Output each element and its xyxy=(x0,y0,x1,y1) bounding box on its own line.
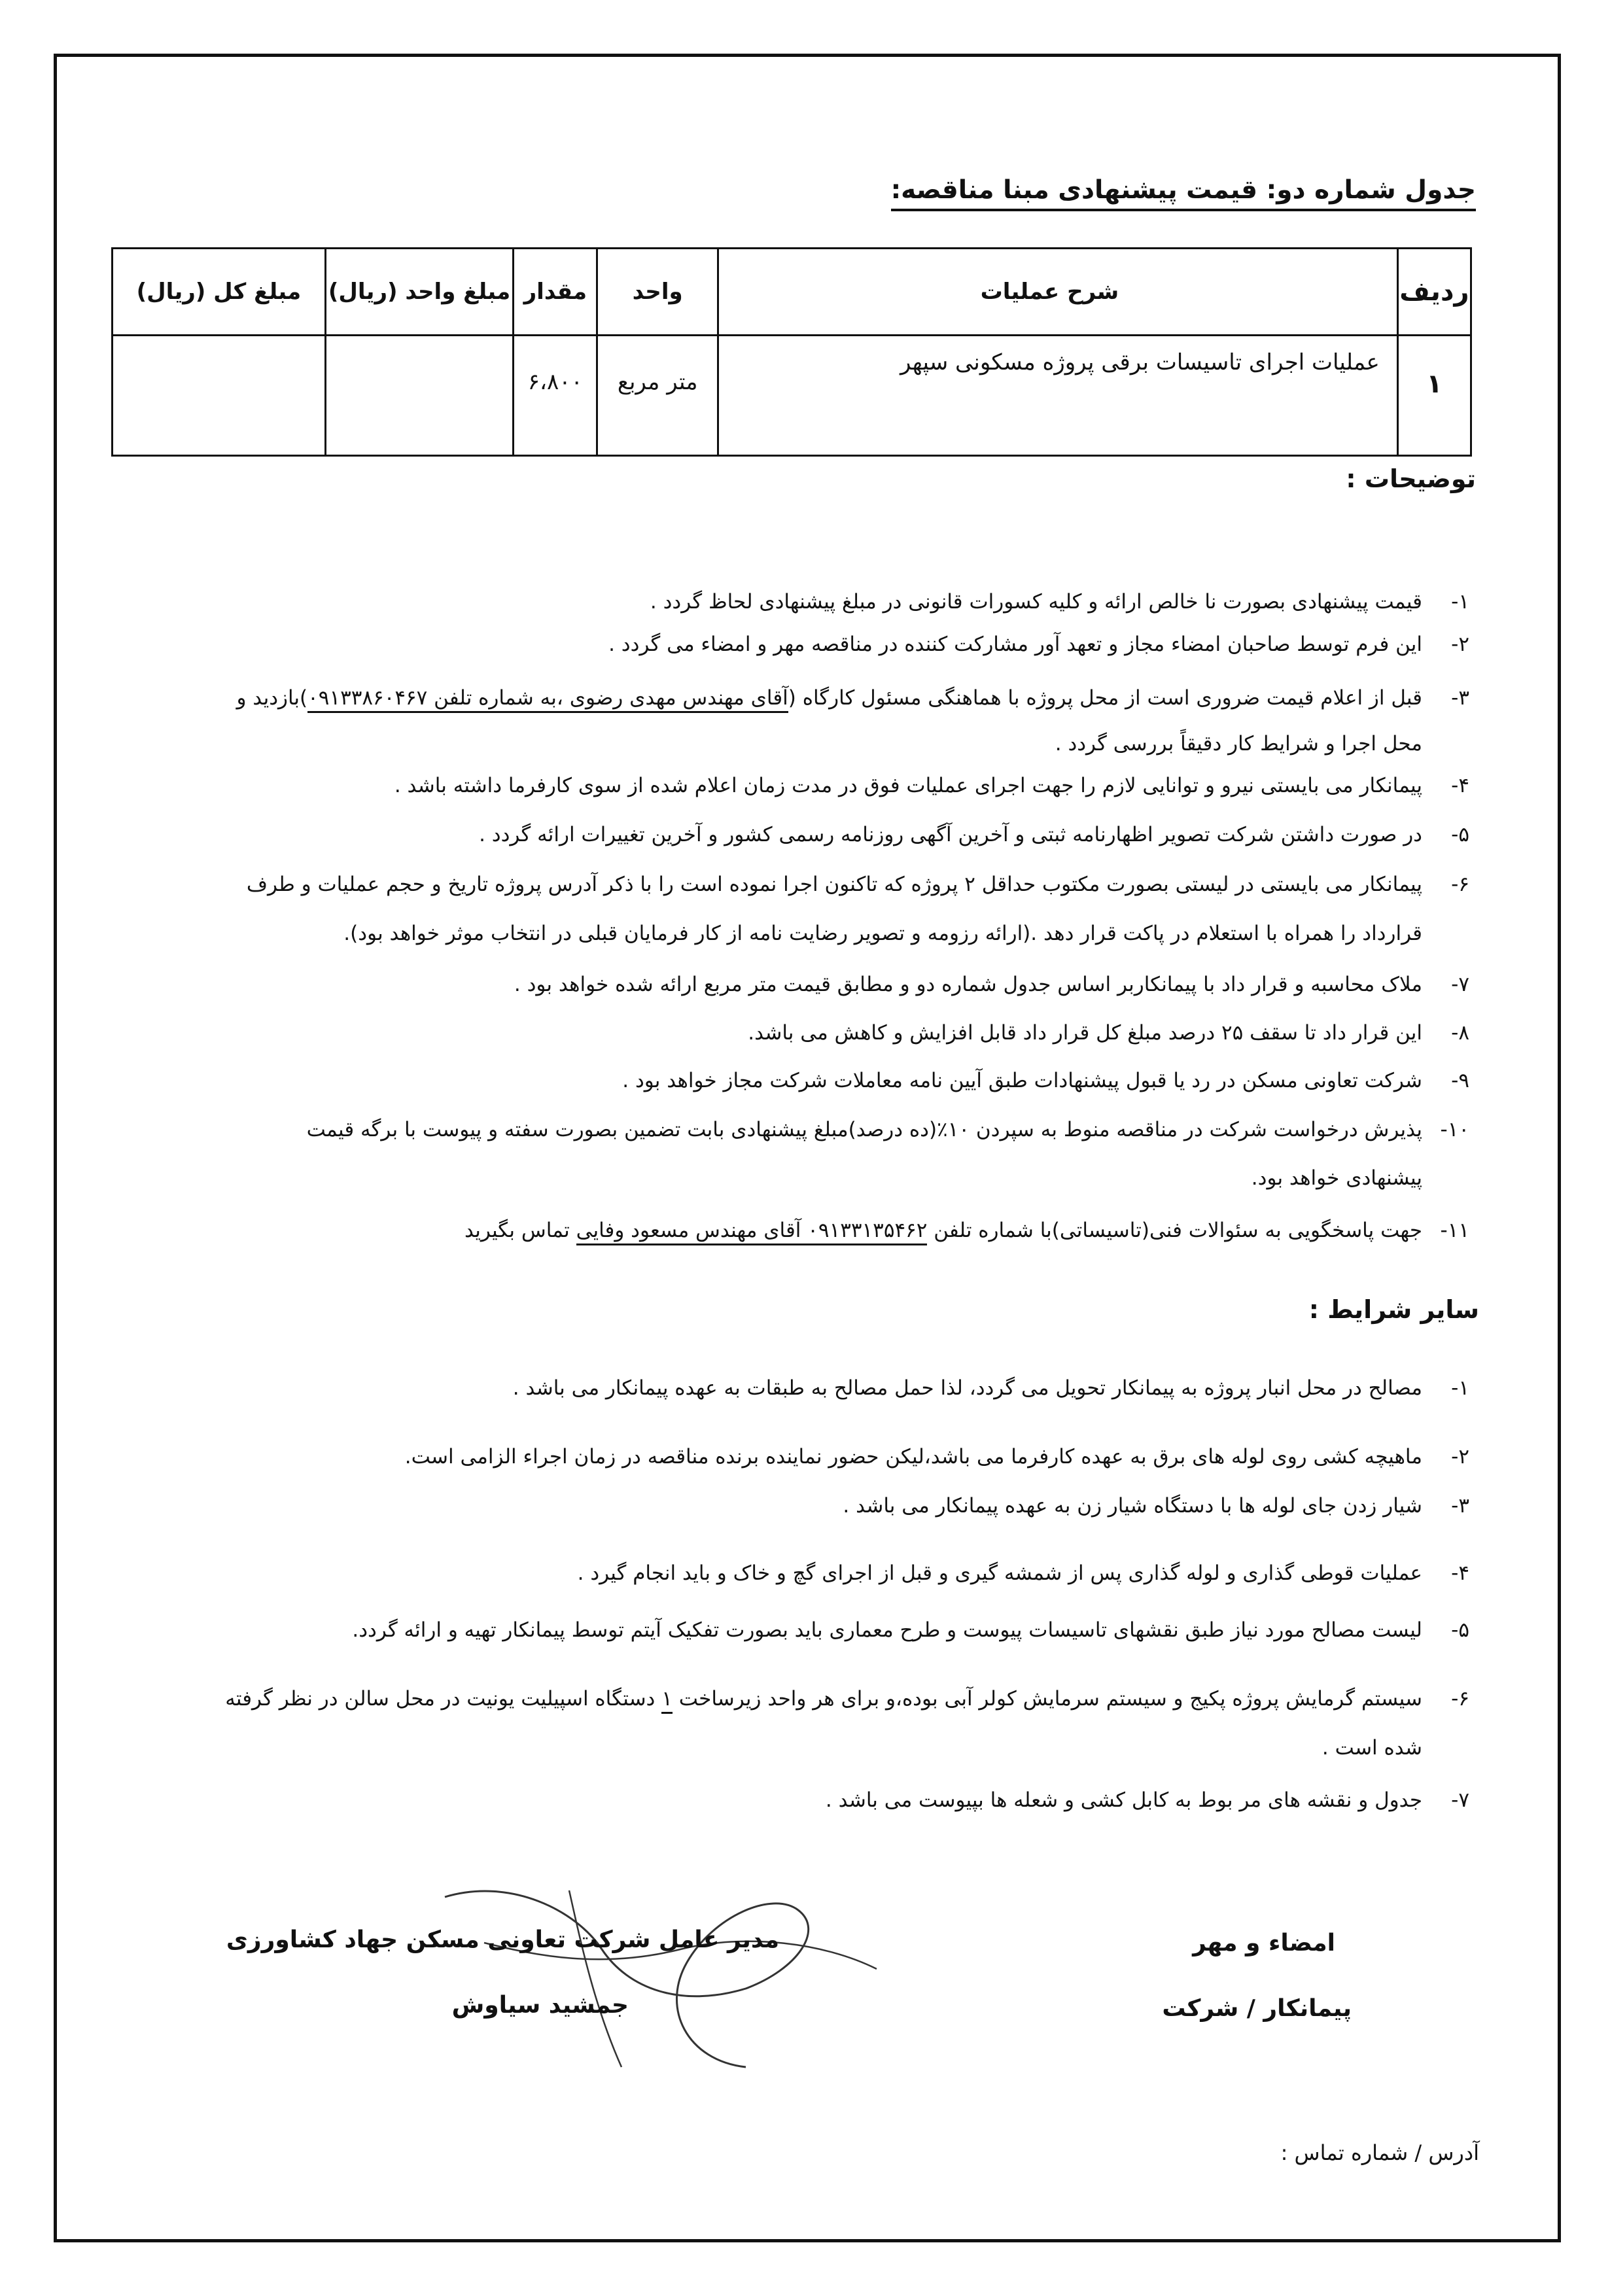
signature-right-name: پیمانکار / شرکت xyxy=(1162,1995,1352,2022)
note-number: ۶- xyxy=(1451,873,1469,896)
condition-item xyxy=(109,1675,1469,1724)
signature-left-title: مدیر عامل شرکت تعاونی مسکن جهاد کشاورزی xyxy=(226,1926,779,1953)
signature-scribble-icon xyxy=(406,1871,903,2087)
footer-address-contact: آدرس / شماره تماس : xyxy=(1280,2140,1479,2165)
note-item xyxy=(109,1206,1469,1255)
signature-right-title: امضاء و مهر xyxy=(1193,1930,1335,1957)
note-text: پیمانکار می بایستی نیرو و توانایی لازم را جهت اجرای عملیات فوق در مدت زمان اعلام شده از سوی کارفرما داشته باشد . xyxy=(394,774,1422,797)
condition-item xyxy=(109,1606,1469,1655)
cell-description: عملیات اجرای تاسیسات برقی پروژه مسکونی سپهر xyxy=(718,336,1397,456)
condition-item xyxy=(109,1433,1469,1482)
note-text: در صورت داشتن شرکت تصویر اظهارنامه ثبتی و آخرین آگهی روزنامه رسمی کشور و آخرین تغییرات ارائه گردد . xyxy=(479,823,1422,846)
cell-quantity: ۶،۸۰۰ xyxy=(514,336,597,456)
header-unit-price: مبلغ واحد (ریال) xyxy=(325,249,513,336)
condition-number: ۶- xyxy=(1451,1687,1469,1711)
note-item xyxy=(109,810,1469,860)
header-unit: واحد xyxy=(597,249,718,336)
cell-total-price xyxy=(113,336,326,456)
condition-text: عملیات قوطی گذاری و لوله گذاری پس از شمشه گیری و قبل از اجرای گچ و خاک و باید انجام گیرد . xyxy=(577,1561,1422,1585)
header-description: شرح عملیات xyxy=(718,249,1397,336)
note-number: ۵- xyxy=(1451,823,1469,846)
table-row xyxy=(113,336,1471,456)
note-text: ملاک محاسبه و قرار داد با پیمانکاربر اساس جدول شماره دو و مطابق قیمت متر مربع ارائه شده خواهد بود . xyxy=(514,973,1422,996)
note-item xyxy=(109,1056,1469,1105)
note-text: این فرم توسط صاحبان امضاء مجاز و تعهد آور مشارکت کننده در مناقصه مهر و امضاء می گردد . xyxy=(608,633,1422,656)
note-text: شرکت تعاونی مسکن در رد یا قبول پیشنهادات طبق آیین نامه معاملات شرکت مجاز خواهد بود . xyxy=(622,1069,1422,1092)
note-number: ۸- xyxy=(1451,1021,1469,1045)
table-header-row xyxy=(113,249,1471,336)
condition-number: ۷- xyxy=(1451,1788,1469,1812)
conditions-title: سایر شرایط : xyxy=(1308,1295,1479,1324)
note-item xyxy=(109,1009,1469,1058)
note-item xyxy=(109,960,1469,1009)
condition-text: لیست مصالح مورد نیاز طبق نقشهای تاسیسات پیوست و طرح معماری باید بصورت تفکیک آیتم توسط پیمانکار تهیه و ارائه گردد. xyxy=(352,1618,1422,1642)
note-item xyxy=(109,674,1469,723)
header-quantity: مقدار xyxy=(514,249,597,336)
condition-text: ماهیچه کشی روی لوله های برق به عهده کارفرما می باشد،لیکن حضور نماینده برنده مناقصه در زمان اجراء الزامی است. xyxy=(404,1445,1422,1469)
condition-text: شیار زدن جای لوله ها با دستگاه شیار زن به عهده پیمانکار می باشد . xyxy=(843,1494,1422,1518)
note-text: این قرار داد تا سقف ۲۵ درصد مبلغ کل قرار داد قابل افزایش و کاهش می باشد. xyxy=(748,1021,1422,1045)
condition-text: سیستم گرمایش پروژه پکیج و سیستم سرمایش کولر آبی بوده،و برای هر واحد زیرساخت xyxy=(672,1687,1422,1711)
note-number: ۳- xyxy=(1451,686,1469,710)
condition-number: ۲- xyxy=(1451,1445,1469,1469)
condition-number: ۳- xyxy=(1451,1494,1469,1518)
note-item-continuation xyxy=(109,909,1469,958)
note-text: پذیرش درخواست شرکت در مناقصه منوط به سپردن ۱۰٪(ده درصد)مبلغ پیشنهادی بابت تضمین بصورت سفته و پیوست با برگه قیمت xyxy=(306,1118,1422,1141)
header-row-number: ردیف xyxy=(1397,249,1471,336)
note-text-line2: قرارداد را همراه با استعلام در پاکت قرار دهد .(ارائه رزومه و تصویر رضایت نامه از کار فرمایان قبلی در انتخاب موثر خواهد بود). xyxy=(343,922,1422,945)
condition-item xyxy=(109,1776,1469,1825)
condition-underlined-text: ۱ xyxy=(661,1687,673,1714)
note-item-continuation xyxy=(109,1154,1469,1203)
note-item xyxy=(109,860,1469,909)
note-text: قبل از اعلام قیمت ضروری است از محل پروژه با هماهنگی مسئول کارگاه ( xyxy=(788,686,1422,710)
note-item xyxy=(109,578,1469,627)
note-text: پیمانکار می بایستی در لیستی بصورت مکتوب حداقل ۲ پروژه که تاکنون اجرا نموده است را با ذکر آدرس پروژه تاریخ و حجم عملیات و طرف xyxy=(246,873,1422,896)
note-number: ۷- xyxy=(1451,973,1469,996)
note-number: ۱۱- xyxy=(1440,1219,1469,1242)
cell-unit: متر مربع xyxy=(597,336,718,456)
condition-text-line2: شده است . xyxy=(1321,1736,1422,1760)
note-text: تماس بگیرید xyxy=(464,1219,576,1242)
condition-item xyxy=(109,1482,1469,1531)
note-underlined-text: آقای مهندس مهدی رضوی ،به شماره تلفن ۰۹۱۳۳۸۶۰۴۶۷ xyxy=(307,686,788,713)
note-text-line2: پیشنهادی خواهد بود. xyxy=(1251,1166,1422,1190)
notes-title: توضیحات : xyxy=(1346,464,1476,493)
condition-text: مصالح در محل انبار پروژه به پیمانکار تحویل می گردد، لذا حمل مصالح به طبقات به عهده پیمانکار می باشد . xyxy=(512,1376,1422,1400)
condition-text: جدول و نقشه های مر بوط به کابل کشی و شعله ها بپیوست می باشد . xyxy=(825,1788,1422,1812)
header-total-price: مبلغ کل (ریال) xyxy=(113,249,326,336)
note-text: جهت پاسخگویی به سئوالات فنی(تاسیساتی)با شماره تلفن xyxy=(927,1219,1422,1242)
condition-item-continuation xyxy=(109,1724,1469,1773)
condition-number: ۵- xyxy=(1451,1618,1469,1642)
note-number: ۱۰- xyxy=(1440,1118,1469,1141)
cell-unit-price xyxy=(325,336,513,456)
note-item xyxy=(109,1105,1469,1155)
signature-left-name: جمشید سیاوش xyxy=(451,1992,629,2019)
condition-number: ۴- xyxy=(1451,1561,1469,1585)
price-table xyxy=(111,247,1472,457)
note-number: ۴- xyxy=(1451,774,1469,797)
note-text: )بازدید و xyxy=(236,686,308,710)
condition-item xyxy=(109,1364,1469,1413)
condition-number: ۱- xyxy=(1451,1376,1469,1400)
note-item xyxy=(109,620,1469,669)
note-underlined-text: ۰۹۱۳۳۱۳۵۴۶۲ آقای مهندس مسعود وفایی xyxy=(576,1219,928,1245)
condition-item xyxy=(109,1549,1469,1598)
note-item xyxy=(109,761,1469,810)
table-title: جدول شماره دو: قیمت پیشنهادی مبنا مناقصه: xyxy=(891,175,1476,211)
note-text-line2: محل اجرا و شرایط کار دقیقاً بررسی گردد . xyxy=(1055,732,1422,756)
condition-text: دستگاه اسپیلیت یونیت در محل سالن در نظر گرفته xyxy=(225,1687,662,1711)
note-text: قیمت پیشنهادی بصورت نا خالص ارائه و کلیه کسورات قانونی در مبلغ پیشنهادی لحاظ گردد . xyxy=(650,590,1422,614)
note-number: ۹- xyxy=(1451,1069,1469,1092)
note-number: ۱- xyxy=(1451,590,1469,614)
cell-row-number: ۱ xyxy=(1397,336,1471,456)
note-number: ۲- xyxy=(1451,633,1469,656)
